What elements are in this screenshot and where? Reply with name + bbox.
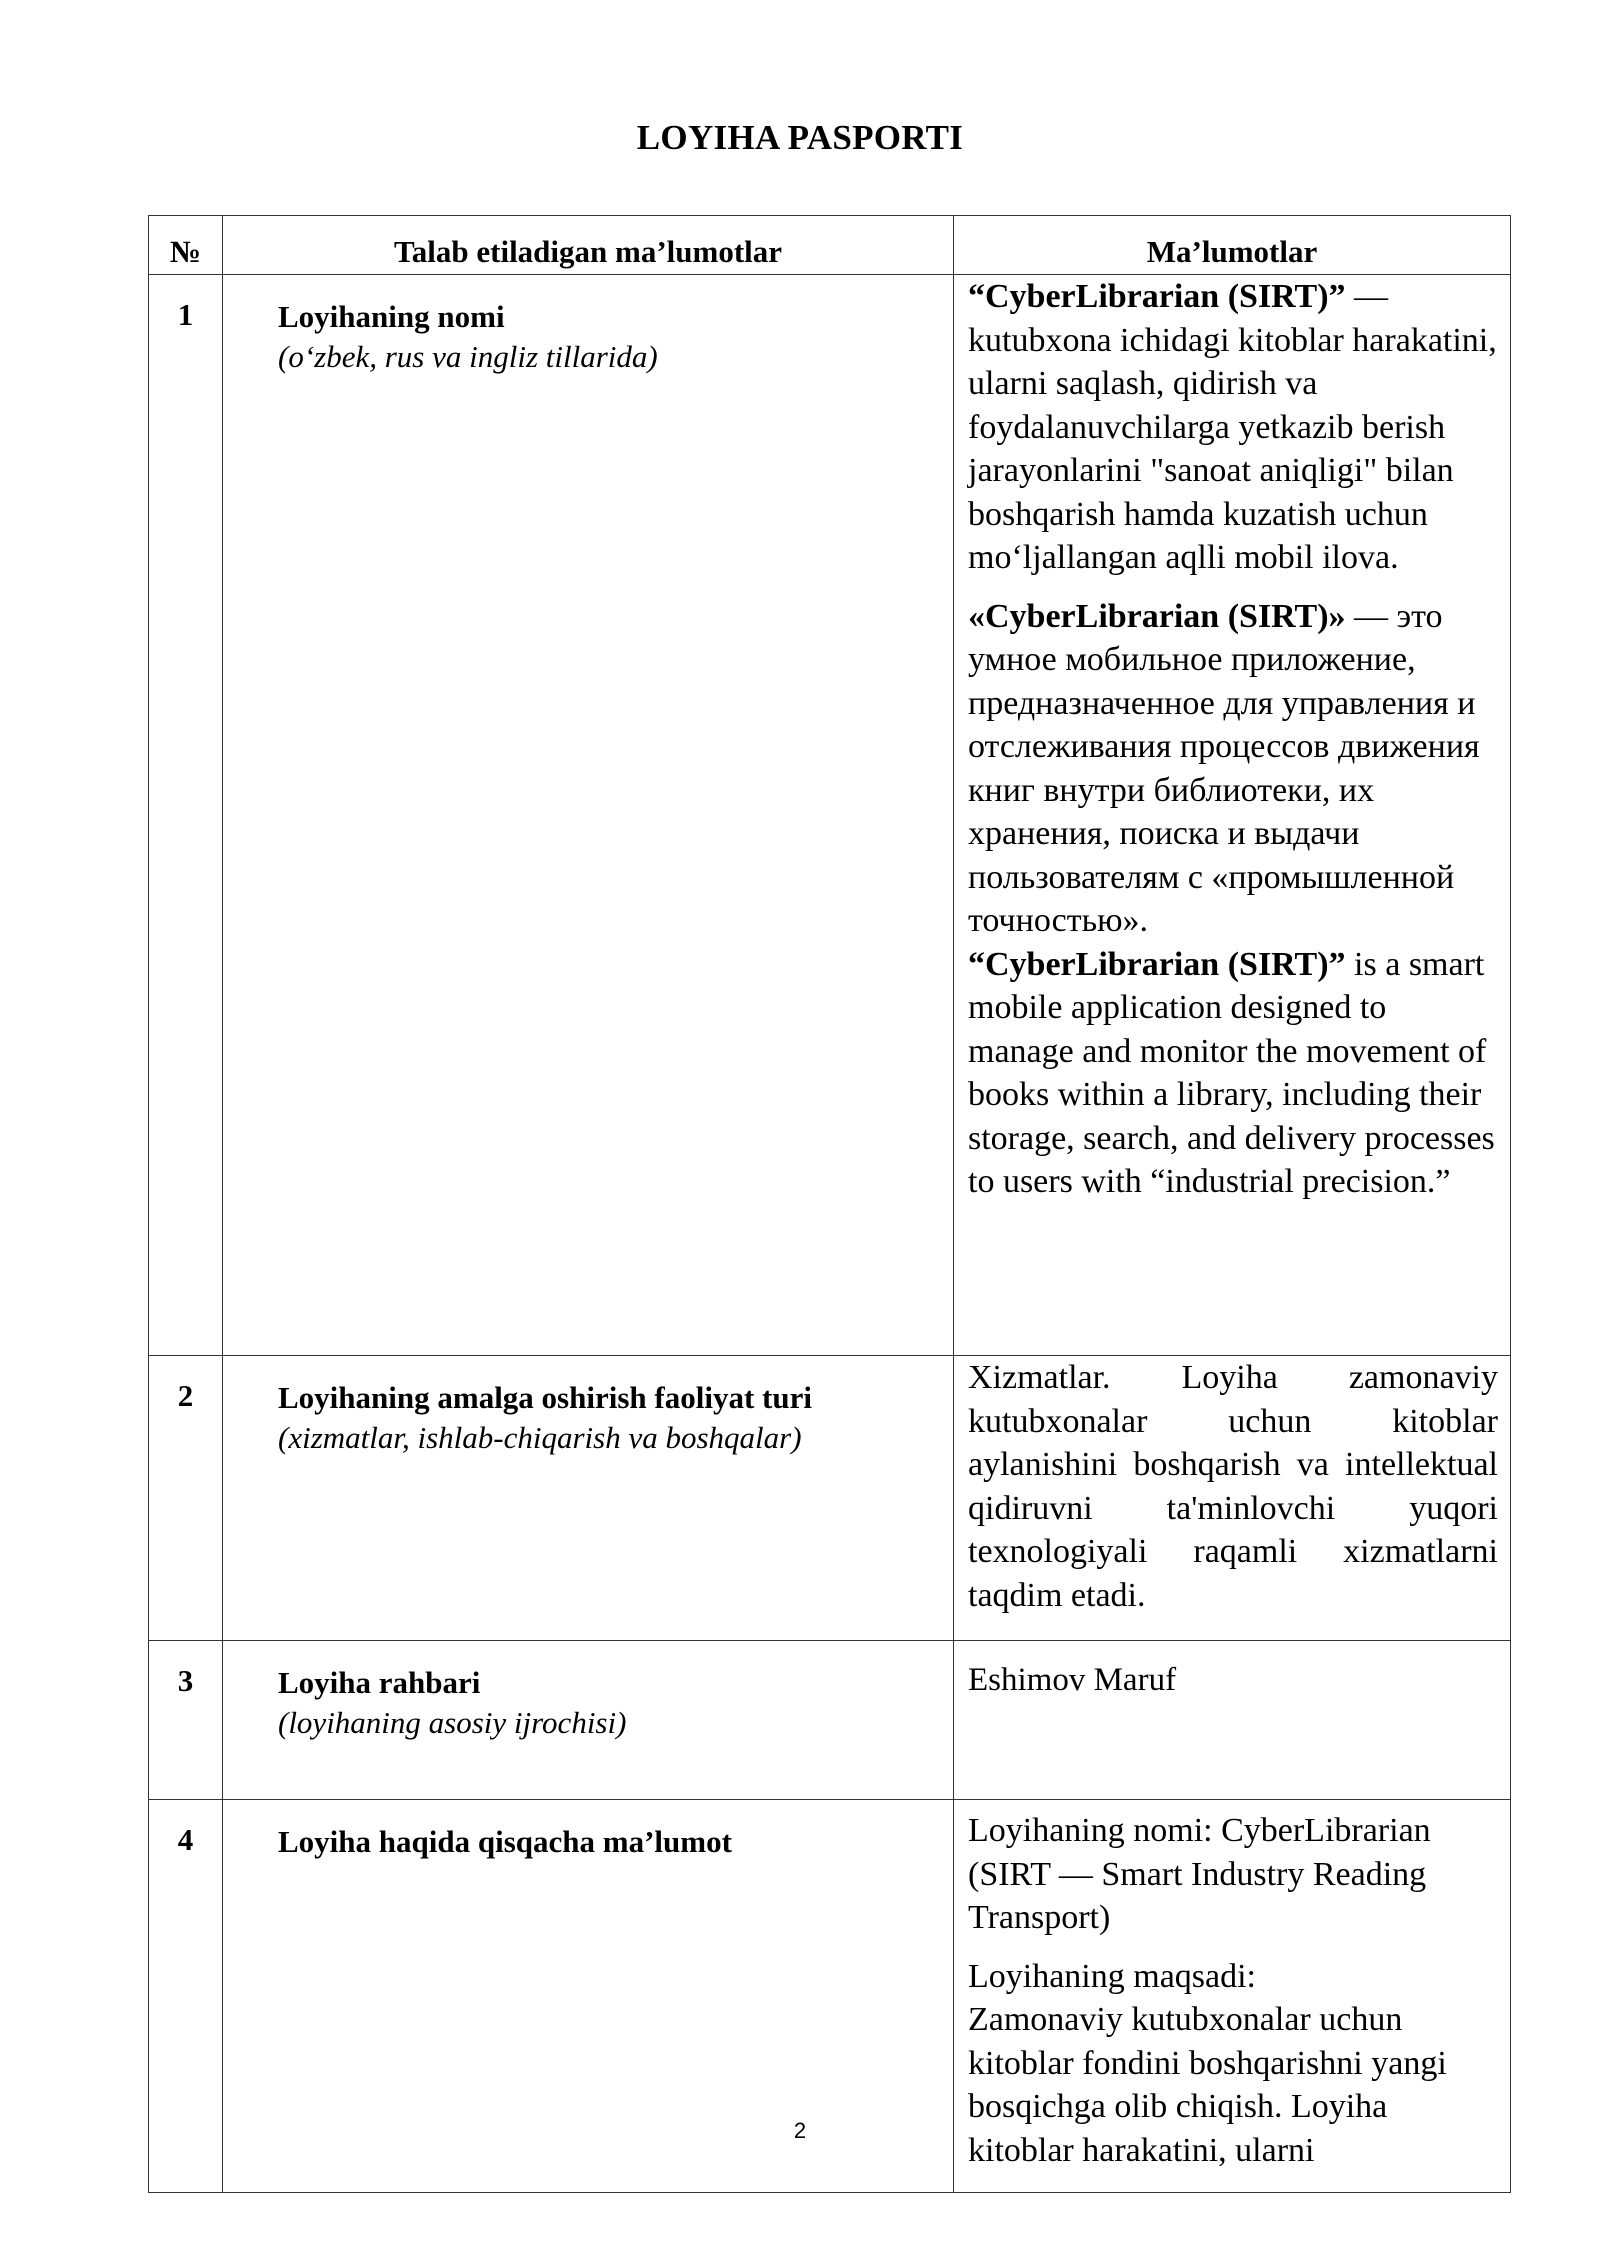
row-number: 4 — [149, 1800, 223, 2193]
project-goal-label: Loyihaning maqsadi: — [968, 1957, 1257, 1995]
page-number: 2 — [793, 2118, 807, 2143]
row-number: 1 — [149, 275, 223, 1356]
project-name-english — [968, 943, 1498, 1204]
project-name-uzbek-text: — kutubxona ichidagi kitoblar harakatini, ularni saqlash, qidirish va foydalanuvchilarga yetkazib berish jarayonlarini "sanoat aniqligi" bilan boshqarish hamda kuzatish uchun mo‘ljallangan aqlli mobil ilova. — [968, 278, 1497, 576]
project-name-russian — [968, 595, 1498, 943]
project-name-info: Loyihaning nomi: CyberLibrarian (SIRT — Smart Industry Reading Transport) — [968, 1812, 1431, 1936]
requirement-title: Loyiha haqida qisqacha ma’lumot — [278, 1824, 732, 1859]
requirement-title: Loyihaning amalga oshirish faoliyat turi — [278, 1380, 812, 1415]
value-cell — [954, 1356, 1511, 1641]
value-cell — [954, 1641, 1511, 1800]
header-data: Ma’lumotlar — [954, 216, 1511, 275]
project-leader-name: Eshimov Maruf — [968, 1662, 1177, 1698]
requirement-cell — [223, 275, 954, 1356]
project-passport-table — [148, 215, 1511, 2193]
project-name-uzbek-title: “CyberLibrarian (SIRT)” — [968, 278, 1346, 315]
value-cell — [954, 275, 1511, 1356]
table-header-row — [149, 216, 1511, 275]
requirement-cell — [223, 1356, 954, 1641]
requirement-hint: (o‘zbek, rus va ingliz tillarida) — [278, 339, 658, 374]
requirement-title: Loyihaning nomi — [278, 299, 505, 334]
project-name-english-title: “CyberLibrarian (SIRT)” — [968, 945, 1346, 983]
header-required-info: Talab etiladigan ma’lumotlar — [223, 216, 954, 275]
project-name-english-text: is a smart mobile application designed to manage and monitor the movement of books within a library, including their storage, search, and delivery processes to users with “industrial precision.” — [968, 945, 1495, 1200]
requirement-hint: (xizmatlar, ishlab-chiqarish va boshqalar) — [278, 1420, 802, 1455]
row-number: 2 — [149, 1356, 223, 1641]
header-number: № — [149, 216, 223, 275]
project-goal-text: Zamonaviy kutubxonalar uchun kitoblar fondini boshqarishni yangi bosqichga olib chiqish. Loyiha kitoblar harakatini, ularni — [968, 2001, 1447, 2169]
page-title: LOYIHA PASPORTI — [636, 118, 964, 157]
project-name-uzbek — [968, 275, 1498, 580]
project-name-russian-title: «CyberLibrarian (SIRT)» — [968, 597, 1346, 635]
table-row — [149, 1641, 1511, 1800]
row-number: 3 — [149, 1641, 223, 1800]
activity-type-text: Xizmatlar. Loyiha zamonaviy kutubxonalar uchun kitoblar aylanishini boshqarish va intellektual qidiruvni ta'minlovchi yuqori texnologiyali raqamli xizmatlarni taqdim etadi. — [968, 1359, 1498, 1614]
project-name-russian-text: — это умное мобильное приложение, предназначенное для управления и отслеживания процессов движения книг внутри библиотеки, их хранения, поиска и выдачи пользователям с «промышленной точностью». — [968, 597, 1480, 939]
table-row — [149, 1356, 1511, 1641]
table-row — [149, 275, 1511, 1356]
requirement-hint: (loyihaning asosiy ijrochisi) — [278, 1705, 627, 1740]
requirement-title: Loyiha rahbari — [278, 1665, 481, 1700]
requirement-cell — [223, 1641, 954, 1800]
